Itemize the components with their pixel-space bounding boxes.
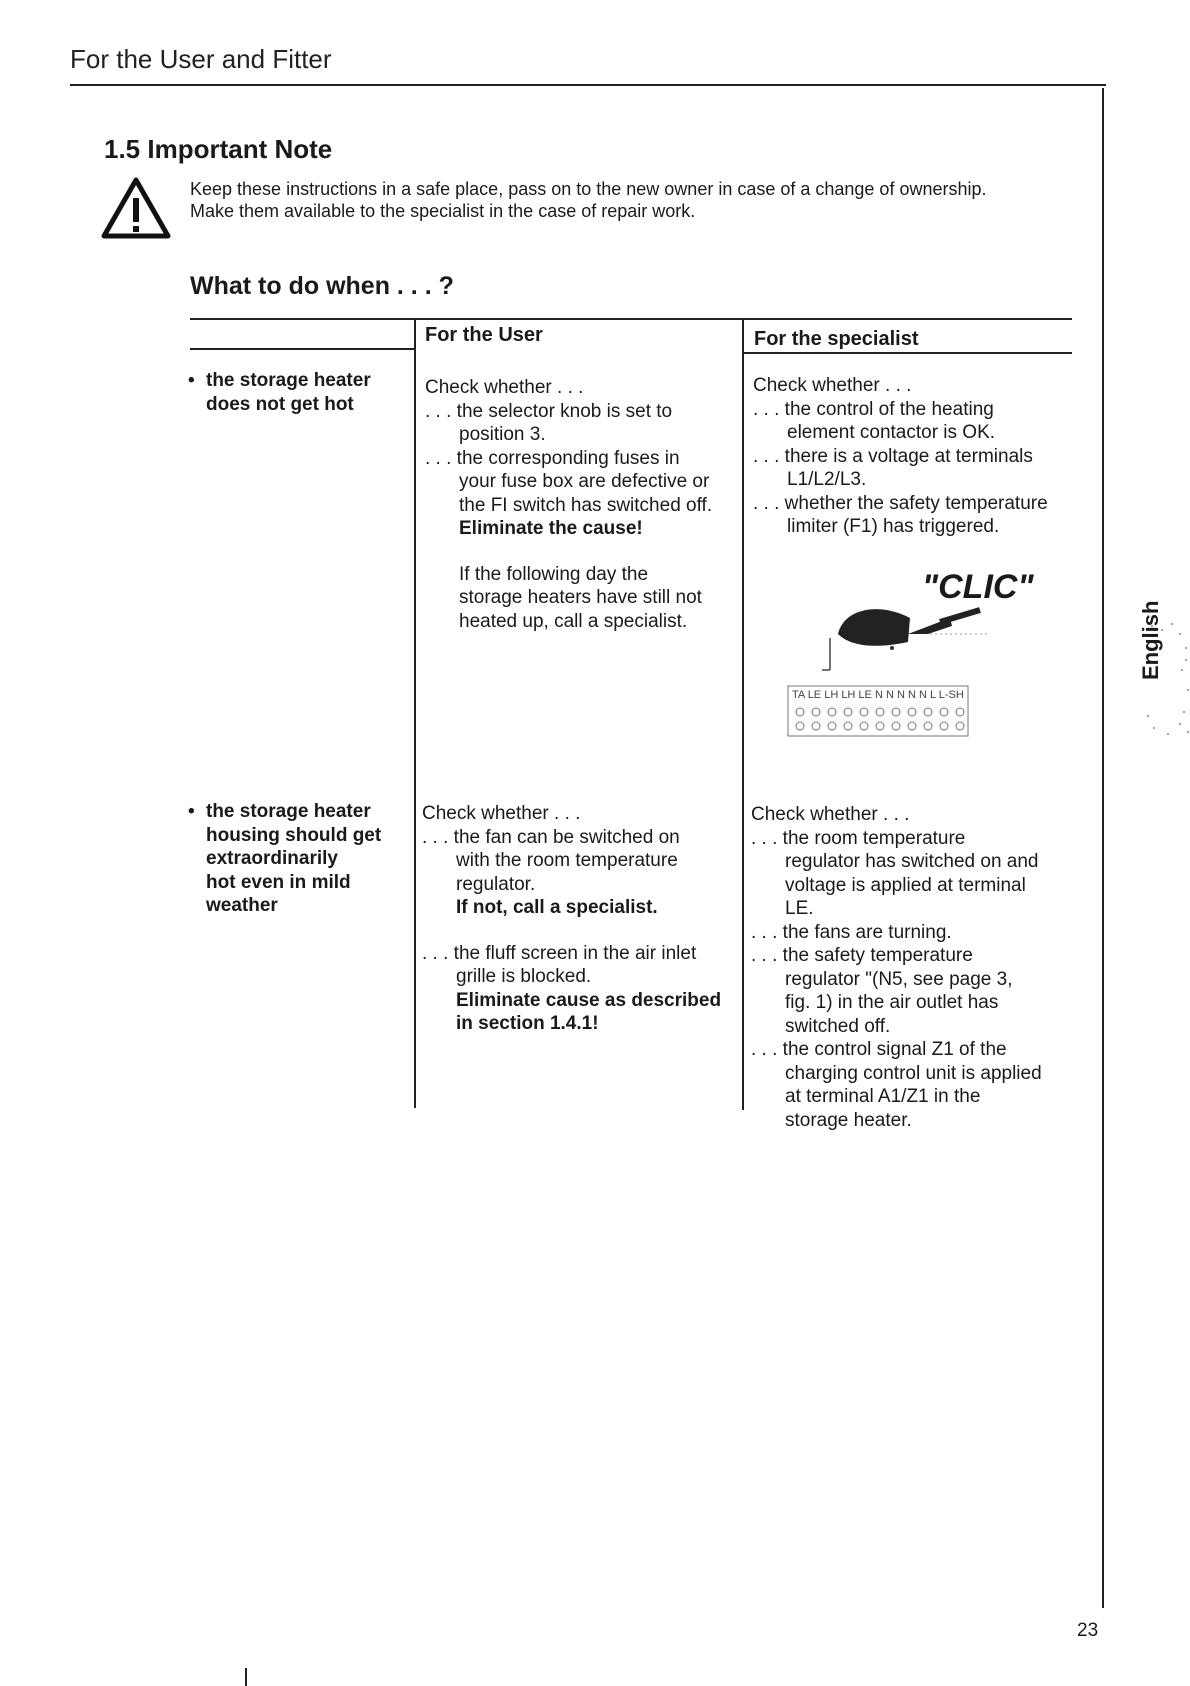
column-divider-specialist [742,320,744,1110]
terminal-block-figure [780,590,1000,750]
column-divider-user [414,320,416,1108]
header-rule [70,84,1106,86]
section-title: 1.5 Important Note [104,134,333,164]
condition-not-hot: • the storage heater does not get hot [188,370,371,415]
running-header: For the User and Fitter [70,44,332,74]
language-tab-label: English [1138,600,1163,680]
table-head-rule-left [190,348,414,350]
condition-housing-hot: • the storage heater housing should get extraordinarily hot even in mild weather [188,801,382,916]
note-line: Keep these instructions in a safe place, pass on to the new owner in case of a change of ownership. [190,179,987,199]
page-frame-right-rule [1102,88,1104,1608]
specialist-checks-housing-hot: Check whether . . . . . . the room temperature regulator has switched on and voltage is applied at terminal LE. . . . the fans are turning. . . . the safety temperature regulator "(N5, see page 3, fig. 1) in the air outlet has switched off. . . . the control signal Z1 of the charging control unit is applied at terminal A1/Z1 in the storage heater. [751,804,1042,1131]
note-line: Make them available to the specialist in the case of repair work. [190,201,696,221]
specialist-checks-not-hot: Check whether . . . . . . the control of the heating element contactor is OK. . . . there is a voltage at terminals L1/L2/L3. . . . whether the safety temperature limiter (F1) has triggered. [753,375,1048,537]
bullet-icon: • [188,801,195,822]
bullet-icon: • [188,370,195,391]
terminal-labels: TA LE LH LH LE N N N N N L L-SH [792,689,964,701]
user-checks-not-hot: Check whether . . . . . . the selector knob is set to position 3. . . . the corresponding fuses in your fuse box are defective or the FI switch has switched off. Eliminate the cause! If the following day the storage heaters have still not heated up, call a specialist. [425,377,713,632]
user-checks-housing-hot: Check whether . . . . . . the fan can be switched on with the room temperature regulator. If not, call a specialist. . . . the fluff screen in the air inlet grille is blocked. Eliminate cause as described in section 1.4.1! [422,803,722,1034]
warning-triangle-icon [100,176,172,240]
margin-mark [245,1668,247,1686]
troubleshooting-title: What to do when . . . ? [190,272,454,300]
page-number: 23 [1077,1620,1099,1641]
column-header-user: For the User [425,324,543,346]
table-head-rule-right [744,352,1072,354]
table-top-rule [190,318,1072,320]
important-note-text [190,178,1090,222]
column-header-specialist: For the specialist [754,328,919,350]
clic-label: "CLIC" [922,568,1034,606]
